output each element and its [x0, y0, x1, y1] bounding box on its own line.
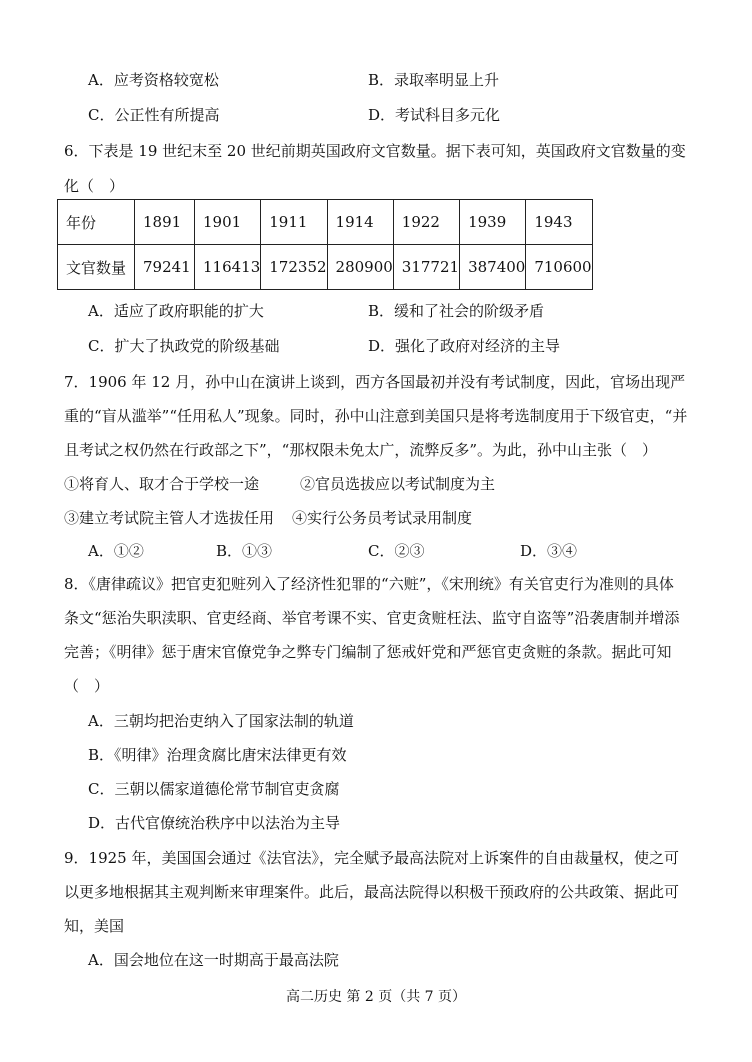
table-cell: 387400 [460, 245, 526, 290]
table-cell: 79241 [135, 245, 195, 290]
table-cell: 年份 [58, 200, 135, 245]
q6-stem-line-2: 化（ ） [64, 177, 125, 195]
table-cell: 1922 [393, 200, 459, 245]
q6-option-b: B．缓和了社会的阶级矛盾 [368, 302, 545, 320]
q7-item-4: ④实行公务员考试录用制度 [292, 509, 473, 527]
q8-stem-line-3: 完善；《明律》惩于唐宋官僚党争之弊专门编制了惩戒奸党和严惩官吏贪赃的条款。据此可知 [64, 643, 672, 661]
q6-option-d: D．强化了政府对经济的主导 [368, 337, 561, 355]
table-cell: 710600 [526, 245, 592, 290]
q7-item-2: ②官员选拔应以考试制度为主 [300, 475, 496, 493]
q9-option-a: A．国会地位在这一时期高于最高法院 [88, 951, 339, 969]
q9-stem-line-1: 9．1925 年，美国国会通过《法官法》，完全赋予最高法院对上诉案件的自由裁量权，使之可 [64, 849, 679, 867]
q6-option-row-2 [88, 336, 688, 356]
table-row-count [58, 245, 593, 290]
q6-stem-line-1: 6．下表是 19 世纪末至 20 世纪前期英国政府文官数量。据下表可知，英国政府文官数量的变 [64, 142, 686, 160]
q5-option-b: B．录取率明显上升 [368, 71, 500, 89]
q7-option-b: B．①③ [216, 542, 273, 560]
table-cell: 1901 [195, 200, 261, 245]
table-cell: 317721 [393, 245, 459, 290]
q8-option-c: C．三朝以儒家道德伦常节制官吏贪腐 [88, 780, 340, 798]
table-cell: 116413 [195, 245, 261, 290]
q7-item-3: ③建立考试院主管人才选拔任用 [64, 509, 275, 527]
q8-stem-line-4: （ ） [64, 677, 110, 695]
q5-option-d: D．考试科目多元化 [368, 106, 501, 124]
q7-item-1: ①将育人、取才合于学校一途 [64, 475, 260, 493]
q5-option-c: C．公正性有所提高 [88, 106, 220, 124]
q8-option-b: B．《明律》治理贪腐比唐宋法律更有效 [88, 746, 347, 764]
table-cell: 280900 [327, 245, 393, 290]
q7-stem-line-3: 且考试之权仍然在行政部之下”，“那权限未免太广，流弊反多”。为此，孙中山主张（ ） [64, 441, 658, 459]
table-cell: 1891 [135, 200, 195, 245]
q6-option-a: A．适应了政府职能的扩大 [88, 302, 264, 320]
table-cell: 1911 [261, 200, 327, 245]
q7-option-d: D．③④ [520, 542, 578, 560]
q8-option-d: D．古代官僚统治秩序中以法治为主导 [88, 814, 341, 832]
q6-option-row-1 [88, 301, 688, 321]
page-footer: 高二历史 第 2 页（共 7 页） [285, 989, 467, 1005]
table-row-year [58, 200, 593, 245]
table-cell: 1943 [526, 200, 592, 245]
q7-stem-line-1: 7．1906 年 12 月，孙中山在演讲上谈到，西方各国最初并没有考试制度，因此，官场出现严 [64, 373, 686, 391]
q9-stem-line-3: 知，美国 [64, 917, 125, 935]
q8-option-a: A．三朝均把治吏纳入了国家法制的轨道 [88, 712, 354, 730]
q6-option-c: C．扩大了执政党的阶级基础 [88, 337, 280, 355]
q8-stem-line-1: 8．《唐律疏议》把官吏犯赃列入了经济性犯罪的“六赃”，《宋刑统》有关官吏行为准则的具体 [64, 575, 674, 593]
table-cell: 172352 [261, 245, 327, 290]
q7-stem-line-2: 重的“盲从滥举”“任用私人”现象。同时，孙中山注意到美国只是将考选制度用于下级官吏，“并 [64, 407, 688, 425]
q7-option-row [88, 541, 688, 561]
q7-option-c: C．②③ [368, 542, 425, 560]
table-cell: 1939 [460, 200, 526, 245]
q5-option-row-2 [88, 105, 688, 125]
q5-option-a: A．应考资格较宽松 [88, 71, 219, 89]
q5-option-row-1 [88, 70, 688, 90]
q9-stem-line-2: 以更多地根据其主观判断来审理案件。此后，最高法院得以积极干预政府的公共政策、据此可 [64, 883, 680, 901]
civil-servant-table [57, 199, 593, 290]
table-cell: 文官数量 [58, 245, 135, 290]
q7-option-a: A．①② [88, 542, 144, 560]
q8-stem-line-2: 条文“惩治失职渎职、官吏经商、举官考课不实、官吏贪赃枉法、监守自盗等”沿袭唐制并增添 [64, 609, 680, 627]
table-cell: 1914 [327, 200, 393, 245]
